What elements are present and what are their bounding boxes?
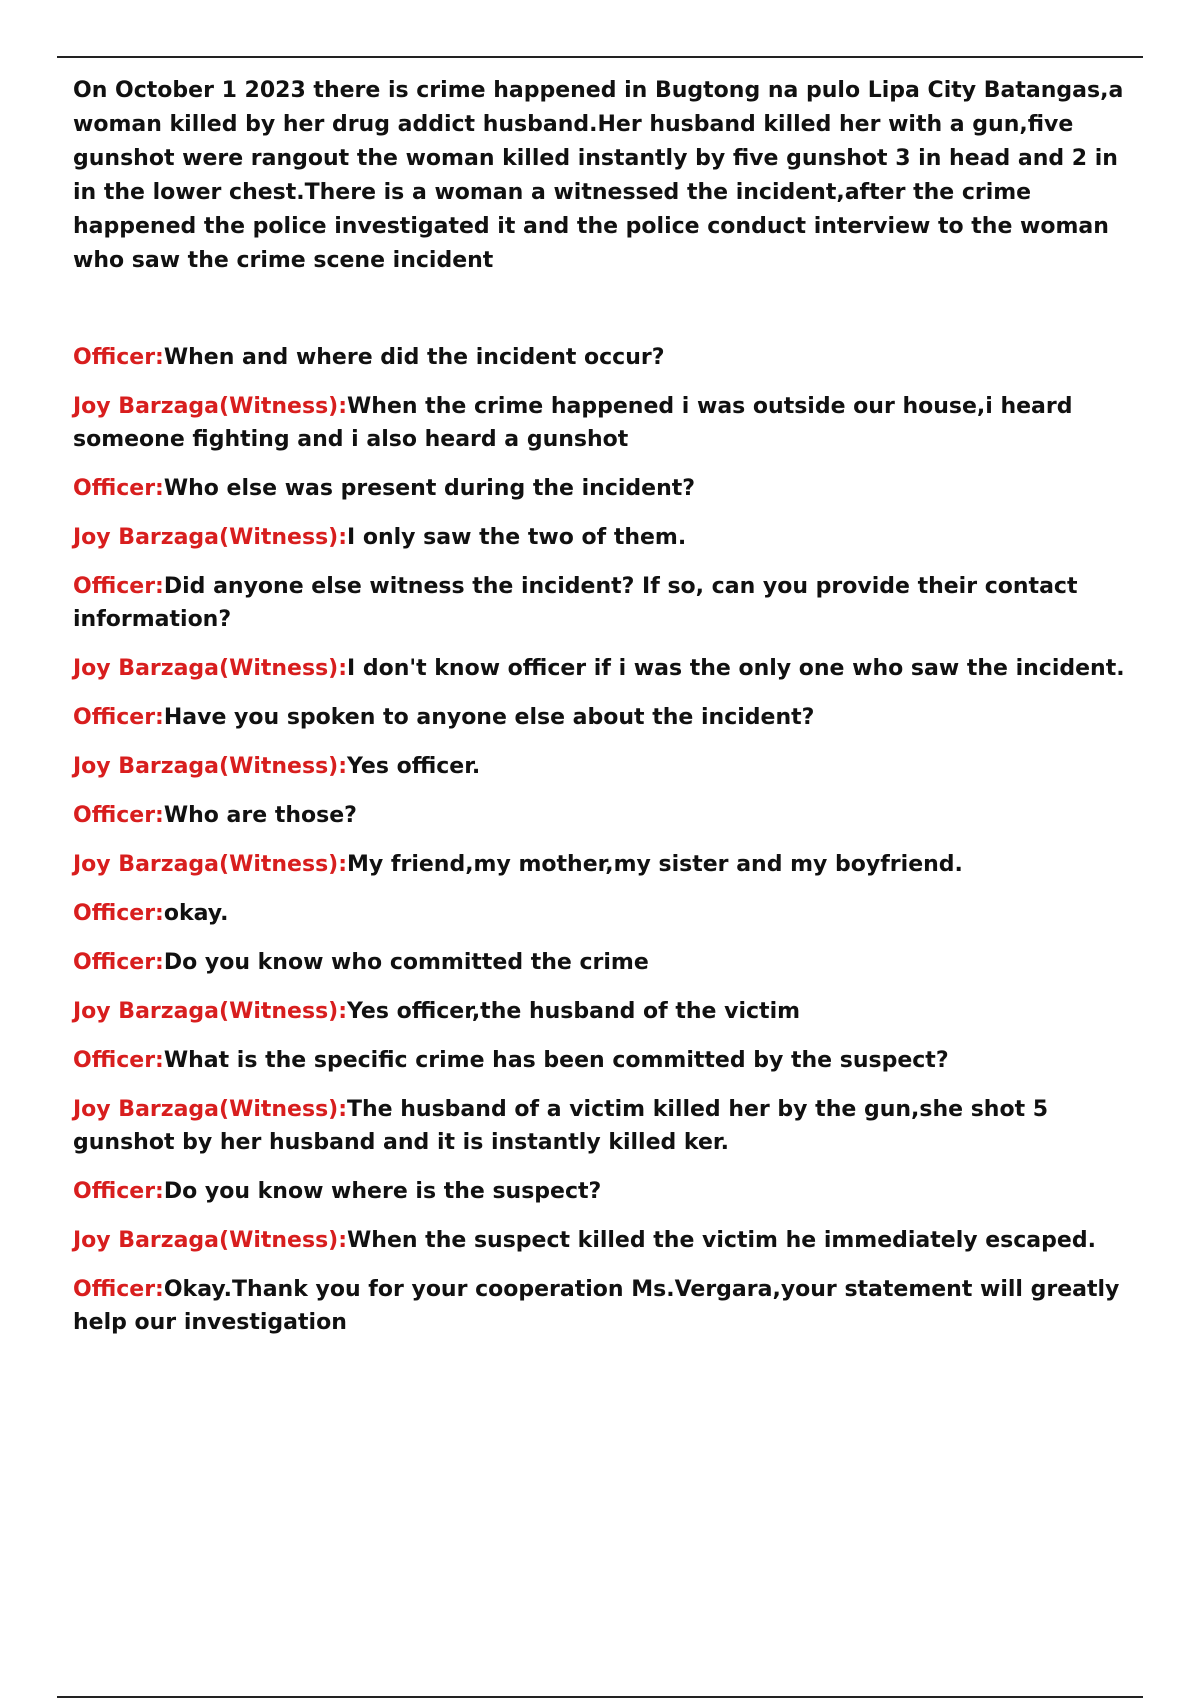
- utterance-text: Who else was present during the incident?: [163, 476, 696, 501]
- intro-paragraph: On October 1 2023 there is crime happened in Bugtong na pulo Lipa City Batangas,a woman killed by her drug addict husband.Her husband killed her with a gun,five gunshot were rangout the woman killed instantly by five gunshot 3 in head and 2 in in the lower chest.There is a woman a witnessed the incident,after the crime happened the police investigated it and the police conduct interview to the woman who saw the crime scene incident: [73, 78, 1124, 273]
- utterance-text: Yes officer,the husband of the victim: [347, 999, 801, 1024]
- utterance-text: Have you spoken to anyone else about the incident?: [163, 705, 815, 730]
- utterance-text: When and where did the incident occur?: [163, 345, 665, 370]
- speaker-label: Officer:: [73, 476, 164, 501]
- dialogue-turn: [73, 1044, 1133, 1077]
- utterance-text: The husband of a victim killed her by the gun,she shot 5 gunshot by her husband and it is instantly killed ker.: [73, 1097, 1049, 1155]
- utterance-text: Who are those?: [163, 803, 357, 828]
- document-body: [73, 74, 1133, 1355]
- speaker-label: Joy Barzaga(Witness):: [73, 525, 348, 550]
- speaker-label: Joy Barzaga(Witness):: [73, 999, 348, 1024]
- dialogue-turn: [73, 799, 1133, 832]
- speaker-label: Officer:: [73, 803, 164, 828]
- utterance-text: Yes officer.: [347, 754, 481, 779]
- speaker-label: Officer:: [73, 574, 164, 599]
- dialogue-turn: [73, 750, 1133, 783]
- utterance-text: Okay.Thank you for your cooperation Ms.Vergara,your statement will greatly help our investigation: [73, 1277, 1120, 1335]
- speaker-label: Officer:: [73, 1179, 164, 1204]
- dialogue-turn: [73, 1093, 1133, 1159]
- utterance-text: Do you know where is the suspect?: [163, 1179, 602, 1204]
- dialogue-turn: [73, 341, 1133, 374]
- dialogue-turn: [73, 946, 1133, 979]
- dialogue-turn: [73, 897, 1133, 930]
- speaker-label: Officer:: [73, 901, 164, 926]
- speaker-label: Joy Barzaga(Witness):: [73, 1228, 348, 1253]
- utterance-text: I only saw the two of them.: [347, 525, 687, 550]
- speaker-label: Officer:: [73, 705, 164, 730]
- dialogue-turn: [73, 570, 1133, 636]
- dialogue-turn: [73, 1273, 1133, 1339]
- dialogue-turn: [73, 521, 1133, 554]
- bottom-rule: [57, 1696, 1143, 1698]
- utterance-text: What is the specific crime has been committed by the suspect?: [163, 1048, 949, 1073]
- utterance-text: Did anyone else witness the incident? If so, can you provide their contact information?: [73, 574, 1078, 632]
- speaker-label: Joy Barzaga(Witness):: [73, 656, 348, 681]
- utterance-text: My friend,my mother,my sister and my boyfriend.: [347, 852, 963, 877]
- speaker-label: Officer:: [73, 345, 164, 370]
- utterance-text: okay.: [163, 901, 229, 926]
- dialogue-turn: [73, 652, 1133, 685]
- utterance-text: I don't know officer if i was the only one who saw the incident.: [347, 656, 1125, 681]
- utterance-text: When the suspect killed the victim he immediately escaped.: [347, 1228, 1096, 1253]
- utterance-text: Do you know who committed the crime: [163, 950, 649, 975]
- speaker-label: Officer:: [73, 1277, 164, 1302]
- dialogue-turn: [73, 390, 1133, 456]
- speaker-label: Joy Barzaga(Witness):: [73, 852, 348, 877]
- dialogue-turn: [73, 848, 1133, 881]
- interview-dialogue: [73, 341, 1133, 1339]
- utterance-text: When the crime happened i was outside our house,i heard someone fighting and i also heard a gunshot: [73, 394, 1073, 452]
- speaker-label: Officer:: [73, 1048, 164, 1073]
- speaker-label: Joy Barzaga(Witness):: [73, 1097, 348, 1122]
- dialogue-turn: [73, 472, 1133, 505]
- dialogue-turn: [73, 1175, 1133, 1208]
- speaker-label: Joy Barzaga(Witness):: [73, 394, 348, 419]
- speaker-label: Joy Barzaga(Witness):: [73, 754, 348, 779]
- dialogue-turn: [73, 995, 1133, 1028]
- dialogue-turn: [73, 701, 1133, 734]
- speaker-label: Officer:: [73, 950, 164, 975]
- dialogue-turn: [73, 1224, 1133, 1257]
- top-rule: [57, 56, 1143, 58]
